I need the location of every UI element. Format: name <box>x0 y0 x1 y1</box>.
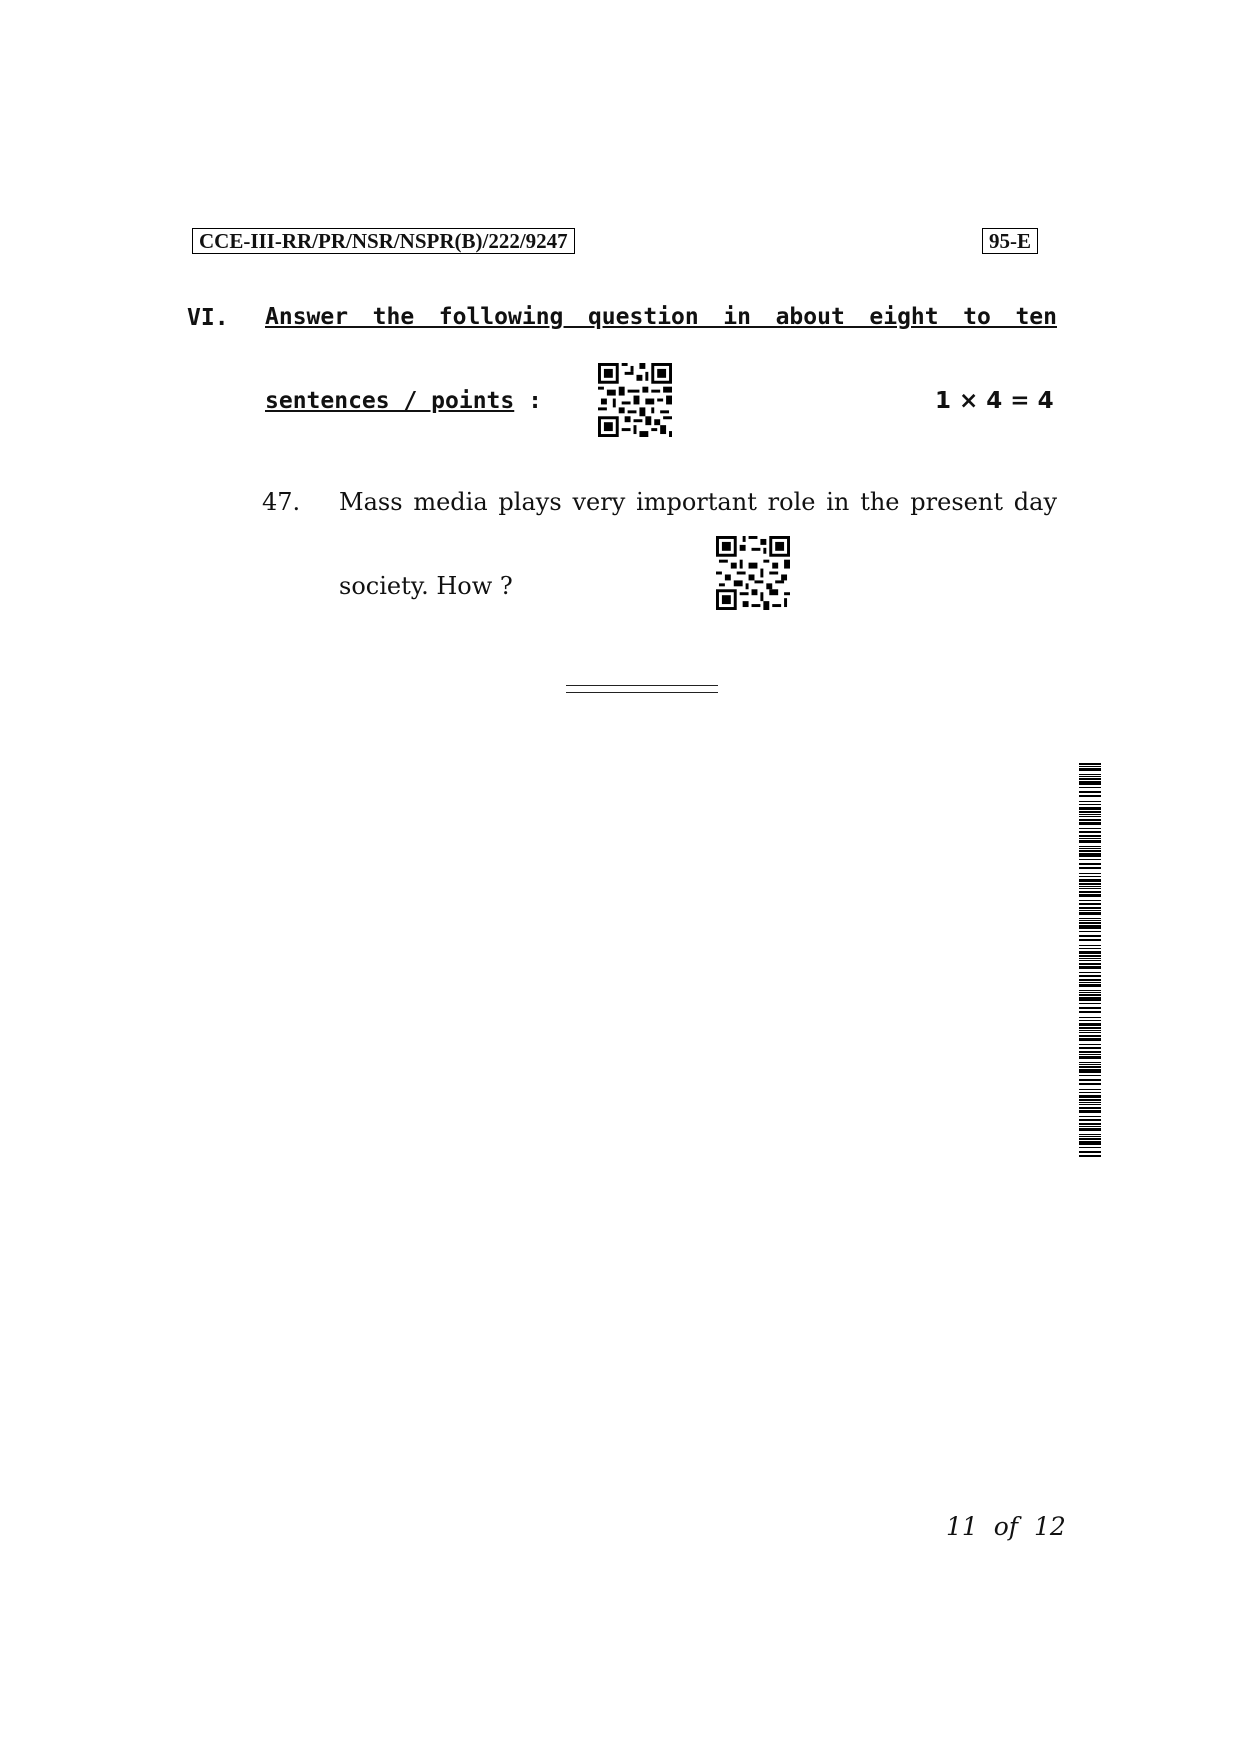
paper-code: CCE-III-RR/PR/NSR/NSPR(B)/222/9247 <box>192 228 575 254</box>
question-text: Mass media plays very important role in the present day <box>339 488 1057 516</box>
section-instruction-cont <box>265 388 542 414</box>
barcode-icon <box>1079 763 1101 1158</box>
page-of-label: of <box>993 1512 1019 1541</box>
page-total: 12 <box>1033 1512 1066 1541</box>
page-current: 11 <box>946 1512 978 1541</box>
paper-id: 95-E <box>982 228 1038 254</box>
section-marks: 1 × 4 = 4 <box>935 388 1054 414</box>
instruction-text: sentences / points <box>265 388 515 414</box>
question-text-cont: society. How ? <box>339 572 513 600</box>
instruction-colon: : <box>528 388 542 414</box>
section-instruction: Answer the following question in about eight to ten <box>265 304 1057 330</box>
qr-code-icon <box>598 363 672 437</box>
end-divider <box>566 685 718 693</box>
qr-code-icon <box>716 536 790 610</box>
question-number: 47. <box>262 488 301 516</box>
section-number: VI. <box>187 305 229 331</box>
page-number <box>946 1512 1066 1541</box>
